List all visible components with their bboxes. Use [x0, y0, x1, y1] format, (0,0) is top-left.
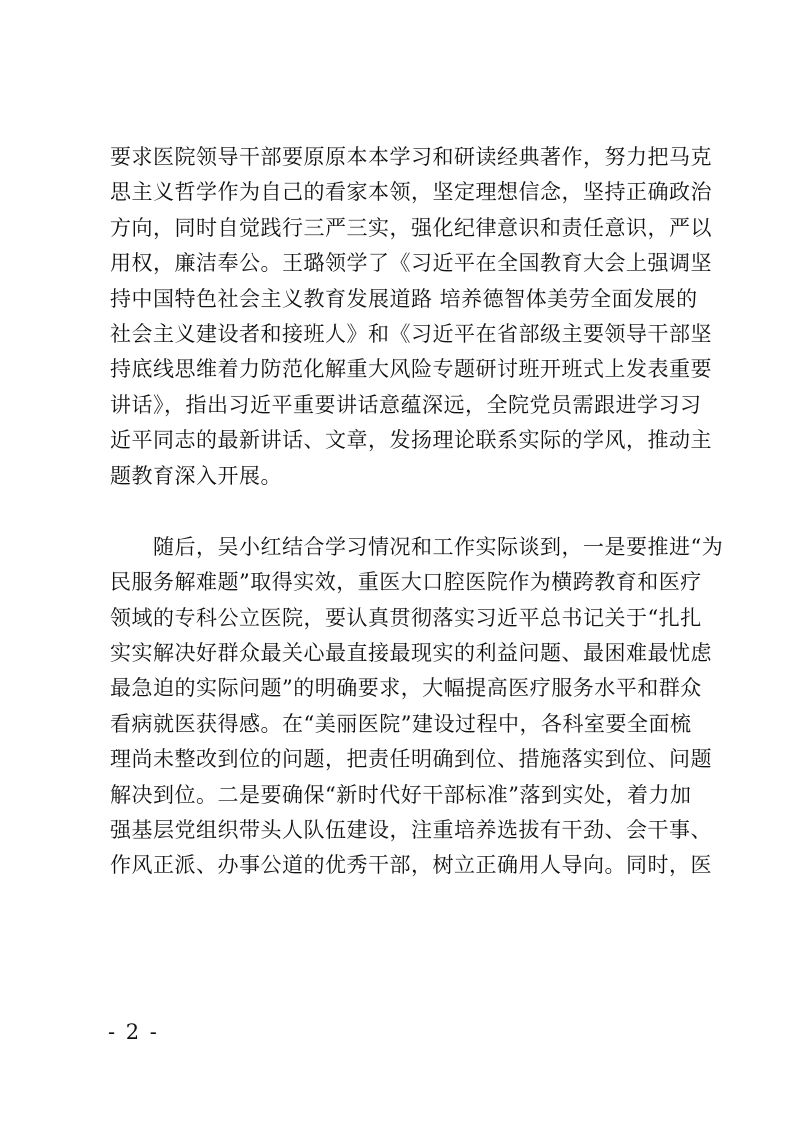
text-line: 解决到位。二是要确保“新时代好干部标准”落到实处，着力加 [110, 782, 692, 807]
page-number: - 2 - [108, 1020, 159, 1044]
text-line: 要求医院领导干部要原原本本学习和研读经典著作，努力把马克 [110, 145, 712, 169]
paragraph [110, 530, 724, 884]
text-line: 民服务解难题”取得实效，重医大口腔医院作为横跨教育和医疗 [110, 570, 702, 595]
text-line: 社会主义建设者和接班人》和《习近平在省部级主要领导干部坚 [110, 321, 712, 346]
text-line: 作风正派、办事公道的优秀干部，树立正确用人导向。同时，医 [110, 853, 712, 878]
text-line: 方向，同时自觉践行三严三实，强化纪律意识和责任意识，严以 [110, 215, 712, 240]
text-line: 随后，吴小红结合学习情况和工作实际谈到，一是要推进“为 [110, 534, 724, 559]
text-line: 题教育深入开展。 [110, 463, 282, 488]
text-line: 强基层党组织带头人队伍建设，注重培养选拔有干劲、会干事、 [110, 818, 712, 843]
text-line: 理尚未整改到位的问题，把责任明确到位、措施落实到位、问题 [110, 747, 712, 772]
text-line: 思主义哲学作为自己的看家本领，坚定理想信念，坚持正确政治 [110, 180, 712, 205]
text-line: 实实解决好群众最关心最直接最现实的利益问题、最困难最忧虑 [110, 641, 712, 666]
text-line: 持底线思维着力防范化解重大风险专题研讨班开班式上发表重要 [110, 357, 712, 382]
paragraph-gap [110, 494, 710, 530]
text-line: 看病就医获得感。在“美丽医院”建设过程中，各科室要全面梳 [110, 711, 692, 736]
text-line: 最急迫的实际问题”的明确要求，大幅提高医疗服务水平和群众 [110, 676, 702, 701]
paragraph [110, 140, 710, 494]
text-line: 讲话》，指出习近平重要讲话意蕴深远，全院党员需跟进学习习 [110, 392, 702, 417]
text-line: 持中国特色社会主义教育发展道路 培养德智体美劳全面发展的 [110, 286, 698, 311]
text-line: 领域的专科公立医院，要认真贯彻落实习近平总书记关于“扎扎 [110, 605, 702, 630]
text-line: 近平同志的最新讲话、文章，发扬理论联系实际的学风，推动主 [110, 428, 712, 453]
text-line: 用权，廉洁奉公。王璐领学了《习近平在全国教育大会上强调坚 [110, 251, 712, 276]
document-body [110, 140, 724, 884]
